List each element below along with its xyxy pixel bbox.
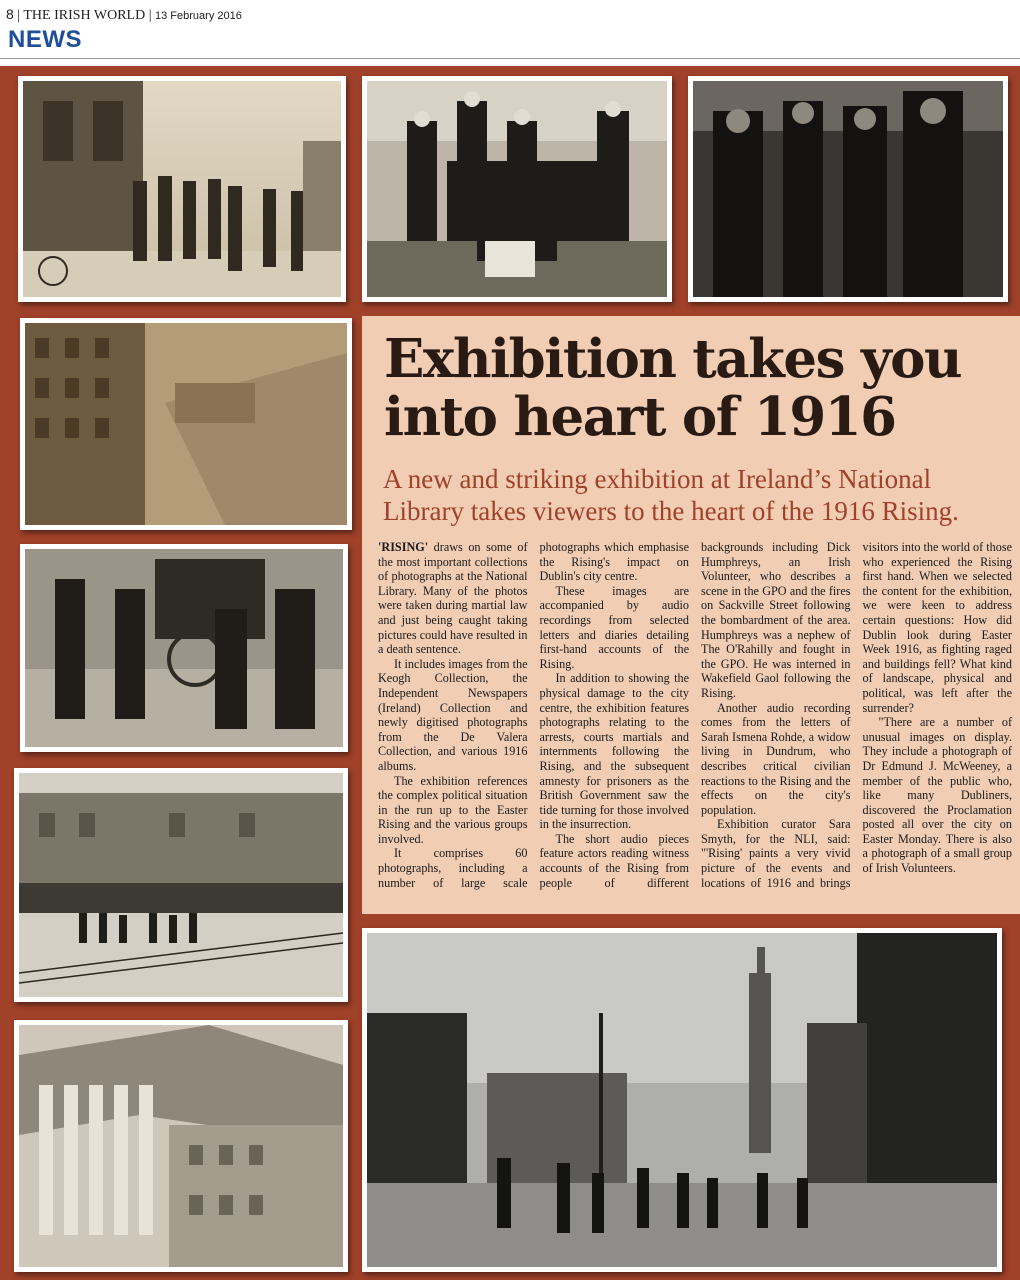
masthead-separator: | [17,8,24,23]
section-label: NEWS [8,26,82,53]
article-headline [384,330,1012,446]
photo-sackville-street-pillar [362,928,1002,1272]
article-paragraph: These images are accompanied by audio recordings from selected letters and diaries detailing first-hand accounts of the Rising. [539,583,689,671]
photo-soldiers-street [18,76,346,302]
photo-troops-marching [14,768,348,1002]
header-rule [0,58,1020,59]
masthead-separator: | [148,8,156,23]
article-paragraph: Exhibition curator Sara Smyth, for the NLI, said: "'Rising' paints a very vivid picture of the events and locations of 1916 and brings visitors into the world of those who experienced the Rising first hand. When we selected the content for the exhibition, we were keen to address certain questions: How did Dublin look during Easter Week 1916, as fighting raged and buildings fell? What kind of landscape, physical and political, was left after the surrender? [701,540,1012,890]
photo-volunteers-group [362,76,672,302]
photo-armed-volunteers [688,76,1008,302]
issue-date: 13 February 2016 [155,10,242,22]
headline-line-1: Exhibition takes you [384,328,962,390]
photo-arrest-cart [20,544,348,752]
publication-name: THE IRISH WORLD [23,8,146,23]
article-paragraph: "There are a number of unusual images on display. They include a photograph of Dr Edmund J. McWeeney, a member of the public who, like many Dubliners, discovered the Proclamation posted all over the city on Easter Monday. There is also a photograph of a small group of Irish Volunteers. [862,715,1012,876]
page-number: 8 [6,6,14,22]
article-paragraph: 'RISING' draws on some of the most important collections of photographs at the National Library. Many of the photos were taken during martial law and just being caught taking pictures could have resulted in a death sentence. [378,540,528,657]
article-paragraph: It comprises 60 photographs, including a number of large scale photographs which emphasise the Rising's impact on Dublin's city centre. [378,540,689,890]
article-paragraph: The short audio pieces feature actors reading witness accounts of the Rising from people of different backgrounds including Dick Humphreys, an Irish Volunteer, who describes a scene in the GPO and the fires on Sackville Street following the bombardment of the area. Humphreys was a nephew of The O'Rahilly and fought in the GPO. He was interned in Wakefield Gaol following the Rising. [539,540,851,890]
article-paragraph: It includes images from the Keogh Collection, the Independent Newspapers (Ireland) Collection and newly digitised photographs from the De Valera Collection, and various 1916 albums. [378,656,528,773]
article-paragraph: The exhibition references the complex political situation in the run up to the Easter Rising and the various groups involved. [378,773,528,846]
photo-ruined-gpo [14,1020,348,1272]
article-body [378,540,1012,900]
headline-line-2: into heart of 1916 [384,386,896,448]
lead-word: 'RISING' [378,540,429,554]
article-paragraph: Another audio recording comes from the letters of Sarah Ismena Rohde, a widow living in Dundrum, who describes critical civilian reactions to the Rising and the effects on the city's population. [701,700,851,817]
photo-ruined-street [20,318,352,530]
article-standfirst: A new and striking exhibition at Ireland’s National Library takes viewers to the heart of the 1916 Rising. [383,464,959,526]
article-paragraph: In addition to showing the physical damage to the city centre, the exhibition features photographs relating to the arrests, courts martials and internments following the Rising, and the subsequent amnesty for prisoners as the British Government saw the tide turning for those involved in the insurrection. [539,671,689,832]
masthead [6,6,242,24]
